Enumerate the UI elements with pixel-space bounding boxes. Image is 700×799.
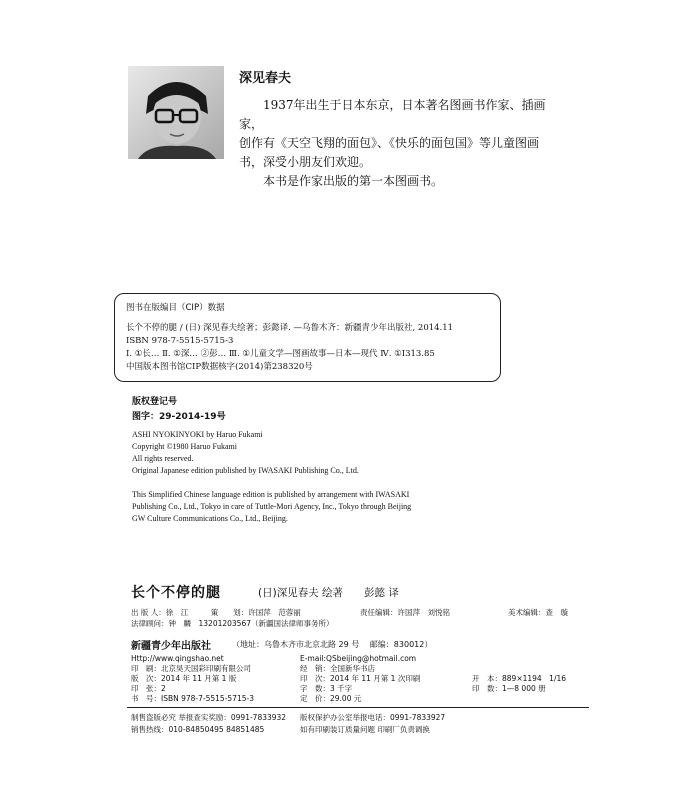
website: Http://www.qingshao.net <box>131 654 224 663</box>
author-photo <box>128 66 224 159</box>
detail-price: 定 价：29.00 元 <box>300 694 362 703</box>
quality-notice: 如有印刷装订质量问题 印刷厂负责调换 <box>300 725 430 734</box>
cip-line: ISBN 978-7-5515-5715-3 <box>126 336 234 346</box>
bio-line: 书，深受小朋友们欢迎。 <box>239 155 372 169</box>
cip-line: Ⅰ. ①长… Ⅱ. ①深… ②彭… Ⅲ. ①儿童文学—图画故事—日本—现代 Ⅳ. ①I313.85 <box>126 349 435 359</box>
anti-piracy-line: 制售盗版必究 举报查实奖励：0991-7833932 <box>131 713 287 722</box>
cip-line: 长个不停的腿 / (日) 深见春夫绘著；彭懿译. —乌鲁木齐：新疆青少年出版社, 2014.11 <box>126 323 454 333</box>
english-line: Original Japanese edition published by IWASAKI Publishing Co., Ltd. <box>132 466 359 475</box>
cip-line: 中国版本图书馆CIP数据核字(2014)第238320号 <box>126 362 313 372</box>
detail-printing: 印 次：2014 年 11 月第 1 次印刷 <box>300 674 421 683</box>
english-block-1 <box>132 429 359 477</box>
details-col-3 <box>472 674 566 694</box>
staff-line-1: 出 版 人：徐 江 策 划：许国萍 范蓉丽 <box>131 608 301 617</box>
copyright-number: 图字：29-2014-19号 <box>132 412 226 422</box>
sales-hotline: 销售热线：010-84850495 84851485 <box>131 725 265 734</box>
detail-isbn: 书 号：ISBN 978-7-5515-5715-3 <box>131 694 254 703</box>
cip-data <box>126 322 453 374</box>
author-bio <box>239 96 569 191</box>
staff-legal: 法律顾问：钟 麟 13201203567（新疆国法律师事务所） <box>131 619 334 628</box>
email: E-mail:QSbeijing@hotmail.com <box>300 654 417 663</box>
bio-line: 创作有《天空飞翔的面包》、《快乐的面包国》等儿童图画 <box>239 136 540 150</box>
copyright-title: 版权登记号 <box>132 397 178 407</box>
details-col-1 <box>131 654 254 704</box>
english-line: All rights reserved. <box>132 454 194 463</box>
divider <box>127 707 589 708</box>
english-line: GW Culture Communications Co., Ltd., Beijing. <box>132 514 288 523</box>
english-line: This Simplified Chinese language edition is published by arrangement with IWASAKI <box>132 490 410 499</box>
english-line: Publishing Co., Ltd., Tokyo in care of Tuttle-Mori Agency, Inc., Tokyo through Beijing <box>132 502 412 511</box>
staff-editors: 责任编辑：许国萍 刘悦铭 <box>360 608 450 617</box>
detail-format: 开 本：889×1194 1/16 <box>472 674 567 683</box>
book-credits: (日)深见春夫 绘著 彭懿 译 <box>258 587 399 599</box>
footer-col-1 <box>131 712 286 736</box>
cip-title: 图书在版编目（CIP）数据 <box>126 303 225 313</box>
copyright-office-phone: 版权保护办公室举报电话：0991-7833927 <box>300 713 446 722</box>
staff-art-editor: 美术编辑：查 璇 <box>508 608 568 617</box>
details-col-2 <box>300 654 420 704</box>
english-line: Copyright ©1980 Haruo Fukami <box>132 442 237 451</box>
book-title: 长个不停的腿 <box>131 585 221 601</box>
bio-line: 1937年出生于日本东京，日本著名图画书作家、插画家， <box>239 98 546 131</box>
publisher-name: 新疆青少年出版社 <box>131 641 211 652</box>
bio-line: 本书是作家出版的第一本图画书。 <box>263 174 444 188</box>
detail-sheets: 印 张：2 <box>131 684 166 693</box>
detail-distributor: 经 销：全国新华书店 <box>300 664 375 673</box>
english-block-2 <box>132 489 411 525</box>
publisher-address: （地址：乌鲁木齐市北京北路 29 号 邮编：830012） <box>232 640 433 649</box>
detail-print-run: 印 数：1—8 000 册 <box>472 684 546 693</box>
footer-col-2 <box>300 712 445 736</box>
detail-wordcount: 字 数：3 千字 <box>300 684 353 693</box>
author-name: 深见春夫 <box>239 71 292 86</box>
detail-printer: 印 刷：北京昊天国彩印刷有限公司 <box>131 664 251 673</box>
english-line: ASHI NYOKINYOKI by Haruo Fukami <box>132 430 263 439</box>
detail-edition: 版 次：2014 年 11 月第 1 版 <box>131 674 237 683</box>
